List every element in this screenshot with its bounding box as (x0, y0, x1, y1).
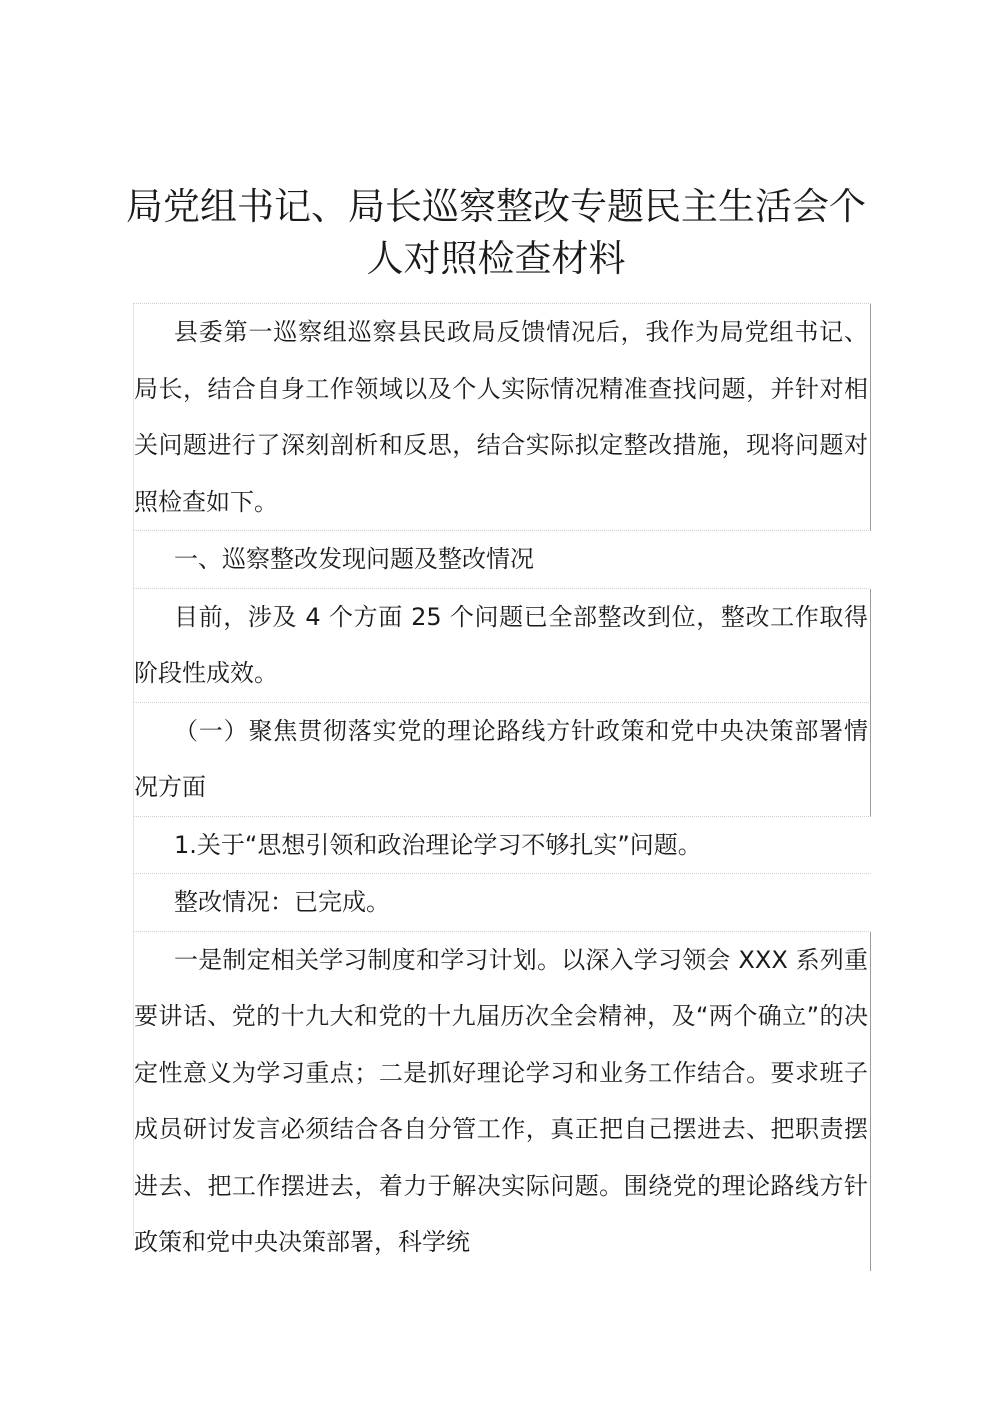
intro-paragraph: 县委第一巡察组巡察县民政局反馈情况后，我作为局党组书记、局长，结合自身工作领域以及个人实际情况精准查找问题，并针对相关问题进行了深刻剖析和反思，结合实际拟定整改措施，现将问题对照检查如下。 (134, 304, 871, 531)
summary-paragraph: 目前，涉及 4 个方面 25 个问题已全部整改到位，整改工作取得阶段性成效。 (134, 589, 871, 703)
issue-title-1: 1.关于“思想引领和政治理论学习不够扎实”问题。 (134, 817, 871, 875)
measures-paragraph: 一是制定相关学习制度和学习计划。以深入学习领会 XXX 系列重要讲话、党的十九大和党的十九届历次全会精神，及“两个确立”的决定性意义为学习重点；二是抓好理论学习和业务工作结合。要求班子成员研讨发言必须结合各自分管工作，真正把自己摆进去、把职责摆进去、把工作摆进去，着力于解决实际问题。围绕党的理论路线方针政策和党中央决策部署，科学统 (134, 932, 871, 1271)
document-title-line-2: 人对照检查材料 (366, 237, 626, 280)
rectification-status: 整改情况：已完成。 (134, 874, 871, 932)
document-title-line-1: 局党组书记、局长巡察整改专题民主生活会个 (126, 185, 866, 228)
document-body (133, 303, 871, 1256)
section-heading-1: 一、巡察整改发现问题及整改情况 (134, 531, 871, 589)
subsection-heading-1: （一）聚焦贯彻落实党的理论路线方针政策和党中央决策部署情况方面 (134, 703, 871, 817)
